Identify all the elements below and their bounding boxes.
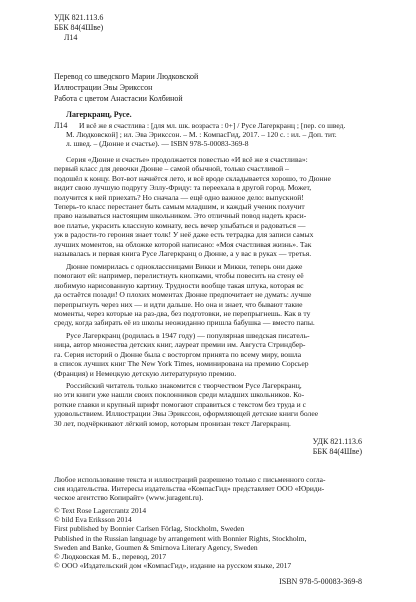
credits-block xyxy=(54,71,198,104)
catalog-line: М. Людковской] ; ил. Эва Эрикссон. – М. : КомпасГид, 2017. – 120 с. : ил. – Доп. тит. xyxy=(66,130,337,140)
catalog-heading: Лагеркранц, Русе. xyxy=(66,110,132,119)
text-line: право называться настоящим школьником. Это отличный повод надеть краси- xyxy=(54,211,307,221)
text-line: моменты, через которые на раз-два, без подготовки, не перепрыгнешь. Как в ту xyxy=(54,309,311,319)
copyright-line: First published by Bonnier Carlsen Förlag, Stockholm, Sweden xyxy=(54,524,245,534)
text-line: любимую нарисованную картину. Трудности вообще такая штука, которая вс xyxy=(54,280,304,290)
copyright-line: Published in the Russian language by arrangement with Bonnier Rights, Stockholm, xyxy=(54,533,307,543)
catalog-line: И всё же я счастлива : [для мл. шк. возраста : 0+] / Русе Лагеркранц ; [пер. со швед. xyxy=(79,121,346,130)
copyright-line: © bild Eva Eriksson 2014 xyxy=(54,515,132,525)
text-line: лучших моментов, на обложке которой написано: «Моя счастливая жизнь». Так xyxy=(54,239,312,249)
text-line: видит свою лучшую подругу Эллу-Фриду: та переехала в другой город. Может, xyxy=(54,183,312,193)
catalog-side-mark: Л14 xyxy=(54,121,68,130)
text-line: Российский читатель только знакомится с творчеством Русе Лагеркранц, xyxy=(66,381,302,390)
udk-code-repeat: УДК 821.113.6 xyxy=(312,437,362,446)
text-line: перепрыгнуть через них — и идти дальше. Но она и знает, что бывают такие xyxy=(54,299,303,309)
credit-illustrator: Иллюстрации Эвы Эрикссон xyxy=(54,83,153,92)
text-line: Дюнне помирилась с одноклассницами Викки и Микки, теперь они даже xyxy=(66,262,303,271)
rights-notice xyxy=(54,475,325,503)
copyright-line: © Людковская М. Б., перевод, 2017 xyxy=(54,552,167,562)
copyright-block xyxy=(54,506,306,570)
text-line: га. Серия историй о Дюнне была с восторгом принята по всему миру, вошла xyxy=(54,349,302,359)
text-line: называлась и первая книга Русе Лагеркранц о Дюнне, а у вас в руках — третья. xyxy=(54,249,312,259)
text-line: вое платье, украсить классную комнату, весь вечер улыбаться и радоваться — xyxy=(54,220,306,230)
credit-colorist: Работа с цветом Анастасии Колбиной xyxy=(54,94,183,103)
text-line: уж в радости-то героиня знает толк! У неё даже есть тетрадка для записи самых xyxy=(54,230,314,240)
catalog-entry xyxy=(66,121,346,149)
udk-code: УДК 821.113.6 xyxy=(54,13,104,22)
annotation-paragraph-2 xyxy=(54,262,315,328)
text-line: 30 лет, подчёркивают лёгкий юмор, которым пронизан текст Лагеркранц. xyxy=(54,418,291,428)
reader-note-paragraph xyxy=(54,381,319,428)
bbk-code-repeat: ББК 84(4Шве) xyxy=(312,447,362,456)
text-line: удовольствием. Иллюстрации Эвы Эрикссон, оформляющей детские книги более xyxy=(54,409,319,419)
text-line: в список лучших книг The New York Times, номинирована на премию Сорсьер xyxy=(54,359,309,369)
text-line: помогают ей: например, перелистнуть кнопками, чтобы повесить на стену её xyxy=(54,271,304,281)
text-line: получится к ней приехать? Но сначала — ещё одно важное дело: выпускной! xyxy=(54,192,304,202)
text-line: Серия «Дюнне и счастье» продолжается повестью «И всё же я счастлива»: xyxy=(66,155,308,164)
copyright-line: Sweden and Banke, Goumen & Smirnova Literary Agency, Sweden xyxy=(54,542,258,552)
copyright-line: © ООО «Издательский дом «КомпасГид», издание на русском языке, 2017 xyxy=(54,561,292,571)
catalog-line: л. швед. – (Дюнне и счастье). — ISBN 978-5-00083-369-8 xyxy=(66,139,249,149)
text-line: подошёл к концу. Вот-вот начнётся лето, и всё вроде складывается хорошо, то Дюнне xyxy=(54,173,331,183)
author-mark: Л14 xyxy=(64,33,78,42)
bbk-code: ББК 84(4Шве) xyxy=(54,23,104,32)
text-line: Русе Лагеркранц (родилась в 1947 году) — популярная шведская писатель- xyxy=(66,331,310,340)
annotation-paragraph-1 xyxy=(54,155,331,259)
copyright-line: © Text Rose Lagercrantz 2014 xyxy=(54,506,147,515)
text-line: первый класс для девочки Дюнне – самой обычной, только счастливой – xyxy=(54,164,289,174)
text-line: сия издательства. Интересы издательства «КомпасГид» представляет ООО «Юриди- xyxy=(54,484,325,494)
credit-translator: Перевод со шведского Марии Людковской xyxy=(54,72,199,81)
text-line: ница, автор множества детских книг, лауреат премии им. Августа Стриндбер- xyxy=(54,340,306,350)
author-bio-paragraph xyxy=(54,331,310,378)
text-line: Любое использование текста и иллюстраций разрешено только с письменного согла- xyxy=(54,475,326,484)
isbn: ISBN 978-5-00083-369-8 xyxy=(279,577,362,586)
text-line: Теперь-то класс перестанет быть самым младшим, и каждый ученик получит xyxy=(54,202,305,212)
text-line: среду, когда забирать её из школы неожиданно пришла бабушка — вместо папы. xyxy=(54,318,315,328)
text-line: роткие главки и крупный шрифт помогают справиться с текстом без труда и с xyxy=(54,399,306,409)
text-line: но эти книги уже нашли своих поклонников среди младших школьников. Ко- xyxy=(54,390,305,400)
text-line: ческое агентство Копирайт» (www.juragent.ru). xyxy=(54,493,204,503)
text-line: (Франция) и Немецкую детскую литературную премию. xyxy=(54,368,237,378)
text-line: да остаётся позади! О плохих моментах Дюнне предпочитает не думать: лучше xyxy=(54,290,312,300)
